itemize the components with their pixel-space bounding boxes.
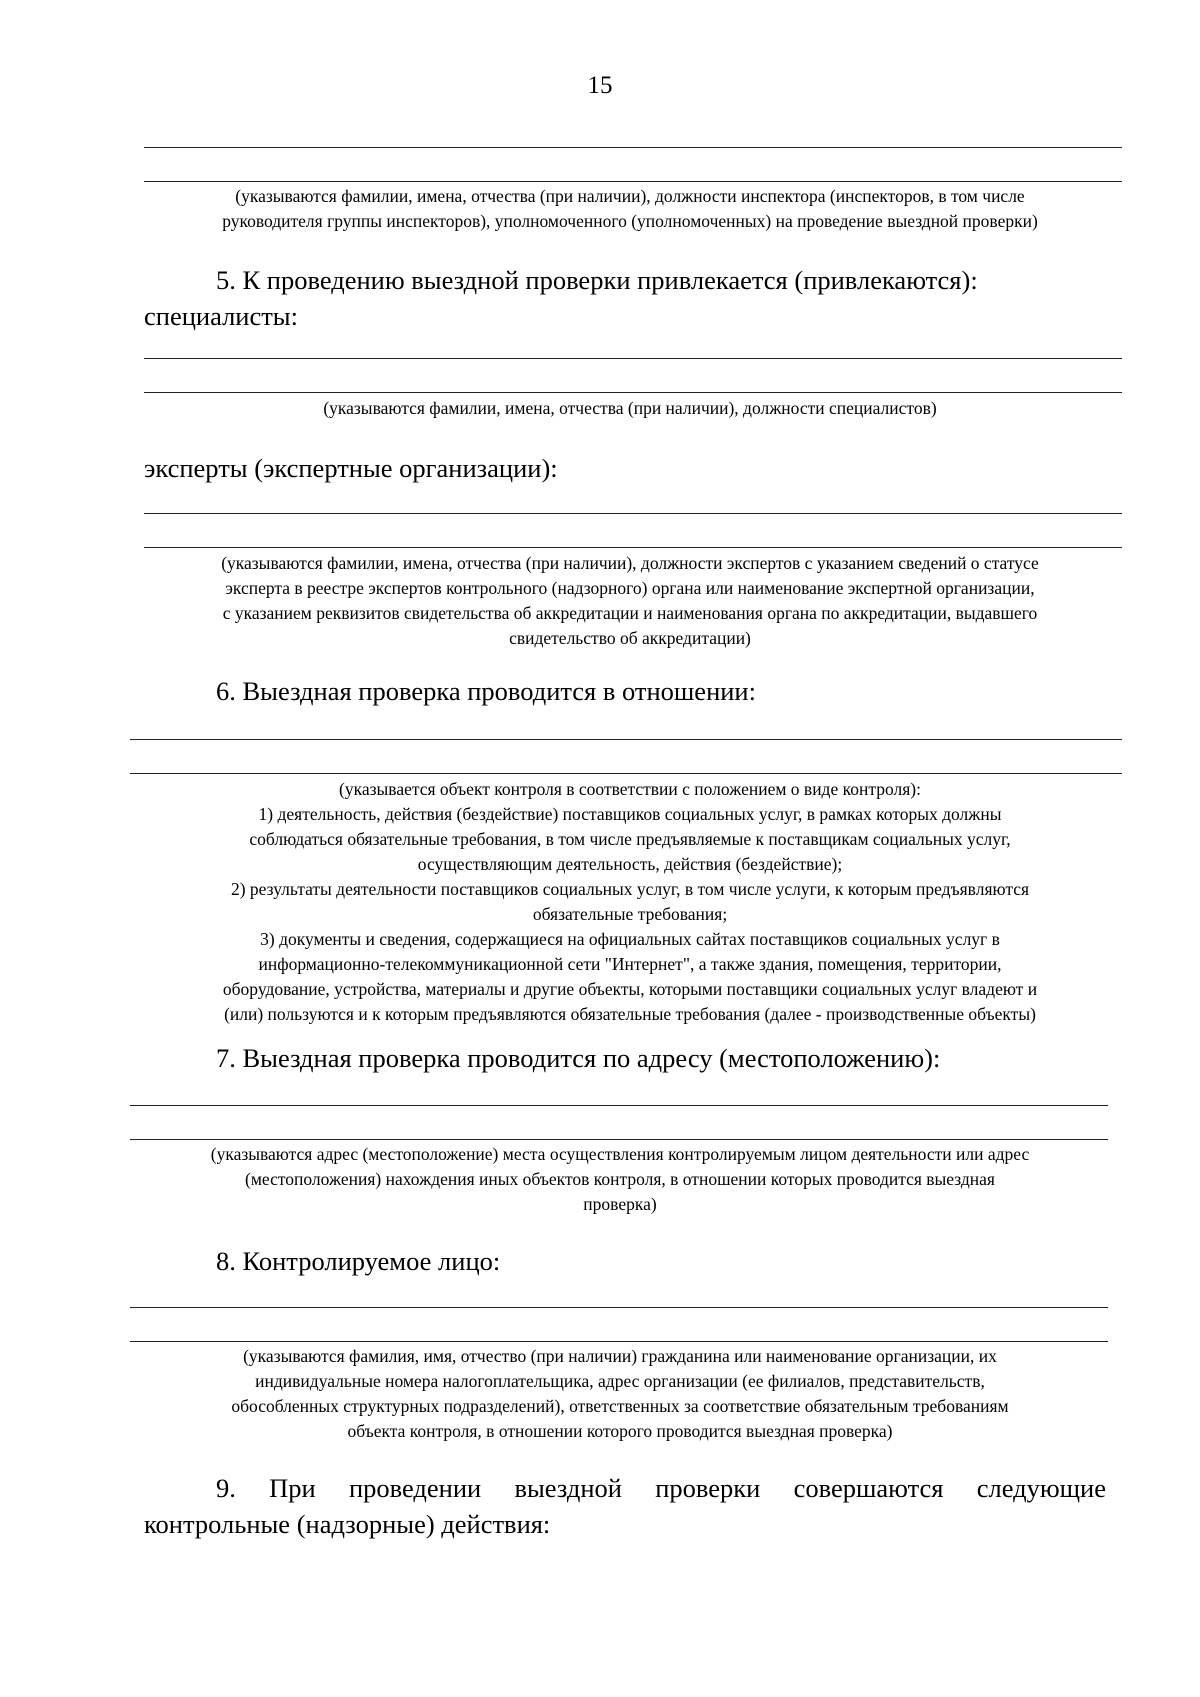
page-number: 15 <box>587 72 613 99</box>
fill-in-line <box>130 1105 1108 1106</box>
caption-line: свидетельство об аккредитации) <box>509 628 751 648</box>
caption-line: (или) пользуются и к которым предъявляются обязательные требования (далее - производственные объекты) <box>224 1004 1036 1024</box>
caption-line: индивидуальные номера налогоплательщика, адрес организации (ее филиалов, представительств, <box>255 1371 985 1391</box>
section-8-heading <box>144 1243 1124 1279</box>
fill-in-line <box>144 392 1122 393</box>
specialists-label: специалисты: <box>144 301 298 331</box>
caption-line: руководителя группы инспекторов), уполномоченного (уполномоченных) на проведение выездной проверки) <box>222 211 1038 231</box>
controlled-person-caption <box>110 1344 1130 1444</box>
section-8-heading-text: 8. Контролируемое лицо: <box>216 1246 501 1276</box>
caption-line: (указываются фамилия, имя, отчество (при наличии) гражданина или наименование организации, их <box>243 1346 997 1366</box>
caption-line: соблюдаться обязательные требования, в том числе предъявляемые к поставщикам социальных услуг, <box>249 829 1011 849</box>
caption-line: обязательные требования; <box>532 904 728 924</box>
caption-line: с указанием реквизитов свидетельства об аккредитации и наименования органа по аккредитации, выдавшего <box>222 603 1038 623</box>
experts-label: эксперты (экспертные организации): <box>144 453 558 483</box>
fill-in-line <box>130 1307 1108 1308</box>
fill-in-line <box>144 358 1122 359</box>
fill-in-line <box>130 739 1122 740</box>
fill-in-line <box>144 147 1122 148</box>
inspectors-caption <box>120 184 1140 234</box>
fill-in-line <box>130 1341 1108 1342</box>
caption-line: (указываются фамилии, имена, отчества (при наличии), должности инспектора (инспекторов, в том числе <box>235 186 1025 206</box>
fill-in-line <box>144 181 1122 182</box>
caption-line: информационно-телекоммуникационной сети "Интернет", а также здания, помещения, территории, <box>258 954 1002 974</box>
fill-in-line <box>144 547 1122 548</box>
section-6-heading-text: 6. Выездная проверка проводится в отношении: <box>216 676 756 706</box>
experts-caption <box>120 551 1140 651</box>
caption-line: эксперта в реестре экспертов контрольного (надзорного) органа или наименование экспертной организации, <box>225 578 1035 598</box>
section-9-heading-line: контрольные (надзорные) действия: <box>144 1509 551 1539</box>
caption-line: (указывается объект контроля в соответствии с положением о виде контроля): <box>339 779 921 799</box>
caption-line: осуществляющим деятельность, действия (бездействие); <box>417 854 843 874</box>
section-7-heading-text: 7. Выездная проверка проводится по адресу (местоположению): <box>216 1043 941 1073</box>
section-5-heading-line: 5. К проведению выездной проверки привлекается (привлекаются): <box>216 265 978 295</box>
caption-line: объекта контроля, в отношении которого проводится выездная проверка) <box>347 1421 893 1441</box>
caption-line: (указываются адрес (местоположение) места осуществления контролируемым лицом деятельности или адрес <box>210 1144 1030 1164</box>
fill-in-line <box>130 1139 1108 1140</box>
section-9-heading <box>144 1470 1106 1542</box>
control-object-caption <box>120 777 1140 1027</box>
fill-in-line <box>144 513 1122 514</box>
caption-line: (указываются фамилии, имена, отчества (при наличии), должности экспертов с указанием сведений о статусе <box>221 553 1039 573</box>
fill-in-line <box>130 773 1122 774</box>
section-9-heading-line: 9. При проведении выездной проверки совершаются следующие <box>216 1473 1106 1503</box>
caption-line: проверка) <box>583 1194 657 1214</box>
caption-line: оборудование, устройства, материалы и другие объекты, которыми поставщики социальных услуг владеют и <box>222 979 1038 999</box>
caption-line: (местоположения) нахождения иных объектов контроля, в отношении которых проводится выездная <box>245 1169 995 1189</box>
specialists-caption: (указываются фамилии, имена, отчества (при наличии), должности специалистов) <box>323 398 937 418</box>
caption-line: 2) результаты деятельности поставщиков социальных услуг, в том числе услуги, к которым предъявляются <box>230 879 1030 899</box>
address-caption <box>110 1142 1130 1217</box>
caption-line: 3) документы и сведения, содержащиеся на официальных сайтах поставщиков социальных услуг в <box>260 929 1000 949</box>
caption-line: обособленных структурных подразделений), ответственных за соответствие обязательным требованиям <box>231 1396 1009 1416</box>
section-5-heading <box>144 262 1124 334</box>
section-6-heading <box>144 673 1124 709</box>
caption-line: 1) деятельность, действия (бездействие) поставщиков социальных услуг, в рамках которых должны <box>258 804 1002 824</box>
section-7-heading <box>144 1040 1124 1076</box>
